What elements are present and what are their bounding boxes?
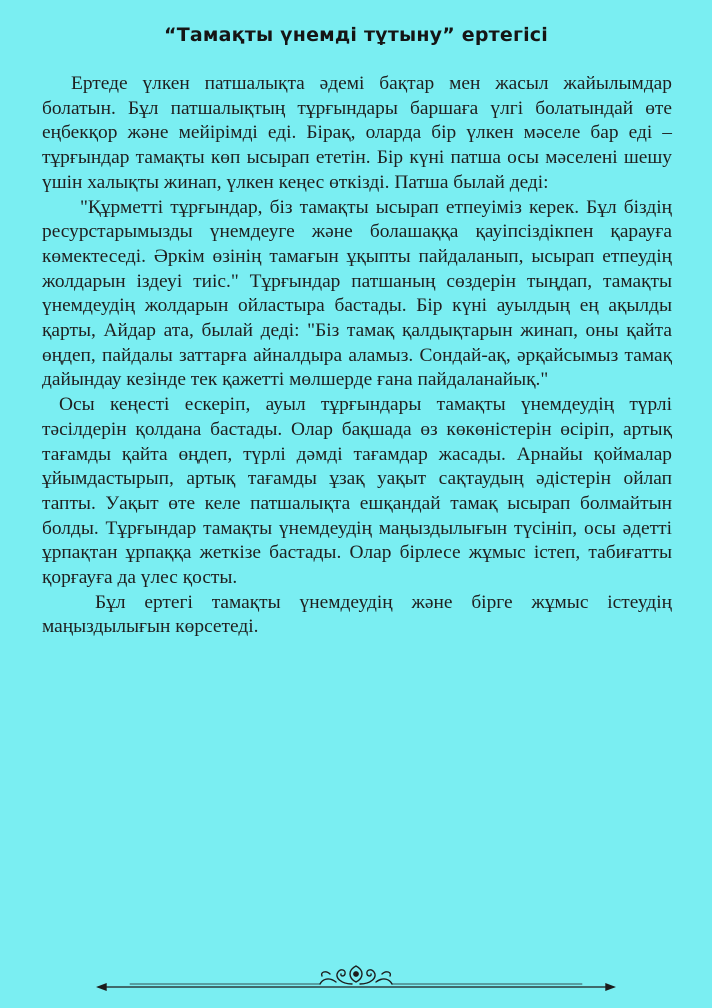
paragraph-1: Ертеде үлкен патшалықта әдемі бақтар мен жасыл жайылымдар болатын. Бұл патшалықтың тұрғындары баршаға үлгі болатындай өте еңбекқор және мейірімді еді. Бірақ, оларда бір үлкен мәселе бар еді – тұрғындар тамақты көп ысырап ететін. Бір күні патша осы мәселені шешу үшін халықты жинап, үлкен кеңес өткізді. Патша былай деді: — [42, 73, 672, 193]
document-body — [42, 72, 672, 640]
document-title: “Тамақты үнемді тұтыну” ертегісі — [164, 24, 548, 46]
flourish-divider-icon — [90, 962, 622, 998]
paragraph-3: Осы кеңесті ескеріп, ауыл тұрғындары тамақты үнемдеудің түрлі тәсілдерін қолдана бастады. Олар бақшада өз көкөністерін өсіріп, артық тағамды қайта өңдеп, түрлі дәмді тағамдар жасады. Арнайы қоймалар ұйымдастырып, артық тағамды ұзақ уақыт сақтаудың әдістерін ойлап тапты. Уақыт өте келе патшалықта ешқандай тамақ ысырап болмайтын болды. Тұрғындар тамақты үнемдеудің маңыздылығын түсініп, осы әдетті ұрпақтан ұрпаққа жеткізе бастады. Олар бірлесе жұмыс істеп, табиғатты қорғауға да үлес қосты. — [42, 394, 672, 589]
paragraph-4: Бұл ертегі тамақты үнемдеудің және бірге жұмыс істеудің маңыздылығын көрсетеді. — [42, 591, 672, 638]
paragraph-2: "Құрметті тұрғындар, біз тамақты ысырап етпеуіміз керек. Бұл біздің ресурстарымызды үнемдеуге және болашаққа қауіпсіздікпен қарауға көмектеседі. Әркім өзінің тамағын ұқыпты пайдаланып, ысырап етпеудің жолдарын іздеуі тиіс." Тұрғындар патшаның сөздерін тыңдап, тамақты үнемдеудің жолдарын ойластыра бастады. Бір күні ауылдың ең ақылды қарты, Айдар ата, былай деді: "Біз тамақ қалдықтарын жинап, оны қайта өңдеп, пайдалы заттарға айналдыра аламыз. Сондай-ақ, әрқайсымыз тамақ дайындау кезінде тек қажетті мөлшерде ғана пайдаланайық." — [42, 196, 672, 391]
